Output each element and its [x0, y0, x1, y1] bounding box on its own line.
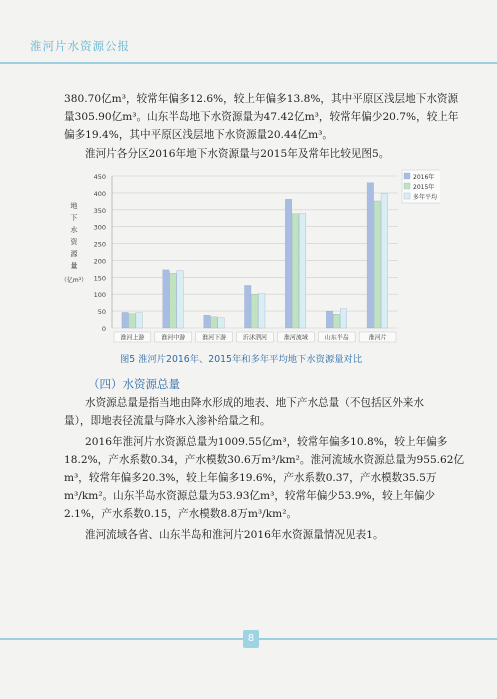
- y-tick-label: 350: [93, 206, 106, 215]
- y-tick-label: 150: [93, 274, 106, 283]
- bar: [204, 315, 211, 328]
- x-tick-label: 淮河中游: [161, 334, 186, 342]
- page-number: 8: [243, 630, 259, 648]
- groundwater-bar-chart: [60, 168, 440, 348]
- legend-label: 2016年: [413, 174, 435, 181]
- legend-label: 多年平均: [413, 194, 438, 201]
- y-tick-label: 450: [93, 173, 106, 181]
- bar: [129, 314, 136, 328]
- paragraph-line: 淮河片各分区2016年地下水资源量与2015年及常年比较见图5。: [85, 148, 390, 160]
- bar: [245, 285, 252, 328]
- paragraph-line: 2.1%，产水系数0.15，产水模数8.8万m³/km²。: [64, 508, 298, 520]
- bar: [374, 201, 381, 328]
- bar: [326, 311, 333, 328]
- paragraph-line: 2016年淮河片水资源总量为1009.55亿m³，较常年偏多10.8%，较上年偏多: [85, 436, 448, 448]
- bar: [218, 318, 225, 328]
- paragraph-line: 偏多19.4%，其中平原区浅层地下水资源量20.44亿m³。: [64, 129, 333, 141]
- paragraph-line: 18.2%，产水系数0.34，产水模数30.6万m³/km²。淮河流域水资源总量为955.62亿: [64, 454, 465, 466]
- paragraph-line: m³，较常年偏多20.3%，较上年偏多19.6%，产水系数0.37，产水模数35.5万: [64, 472, 437, 484]
- y-axis-label-char: 源: [70, 250, 78, 258]
- legend-swatch: [404, 173, 410, 179]
- bar: [177, 271, 184, 328]
- y-axis-label-char: 资: [70, 238, 78, 246]
- bar: [259, 294, 266, 328]
- bar: [252, 294, 259, 328]
- header-rule: [0, 62, 497, 64]
- bar: [136, 313, 143, 328]
- y-tick-label: 200: [93, 257, 106, 266]
- bar: [285, 199, 292, 328]
- bar: [122, 312, 129, 328]
- paragraph-line: 淮河流域各省、山东半岛和淮河片2016年水资源量情况见表1。: [85, 529, 384, 541]
- x-tick-label: 淮河上游: [120, 334, 145, 342]
- bar: [211, 317, 218, 328]
- section-heading: （四）水资源总量: [88, 377, 180, 391]
- paragraph-line: 量），即地表径流量与降水入渗补给量之和。: [64, 415, 271, 427]
- x-tick-label: 山东半岛: [324, 334, 349, 342]
- bar: [163, 270, 170, 328]
- paragraph-line: m³/km²。山东半岛水资源总量为53.93亿m³，较常年偏少53.9%，较上年偏少: [64, 490, 436, 502]
- bar: [333, 314, 340, 328]
- bar: [340, 309, 347, 328]
- x-tick-label: 淮河片: [368, 334, 387, 342]
- y-tick-label: 300: [93, 223, 106, 232]
- x-tick-label: 沂沭泗河: [242, 334, 268, 342]
- x-tick-label: 淮河流域: [283, 334, 308, 342]
- paragraph-line: 380.70亿m³，较常年偏多12.6%，较上年偏多13.8%，其中平原区浅层地下水资源: [64, 93, 459, 105]
- legend-swatch: [404, 193, 410, 199]
- y-axis-label-char: 下: [70, 214, 78, 222]
- paragraph-line: 量305.90亿m³。山东半岛地下水资源量为47.42亿m³，较常年偏少20.7%，较上年: [64, 111, 459, 123]
- figure-caption: 图5 淮河片2016年、2015年和多年平均地下水资源量对比: [120, 354, 363, 365]
- y-tick-label: 400: [93, 189, 106, 198]
- y-axis-label-unit: （亿m³）: [60, 277, 88, 284]
- y-tick-label: 250: [93, 240, 106, 249]
- y-tick-label: 50: [97, 308, 106, 317]
- y-axis-label-char: 量: [70, 262, 78, 270]
- legend-label: 2015年: [413, 184, 435, 191]
- y-axis-label-char: 水: [70, 226, 78, 234]
- bar: [299, 213, 306, 328]
- bar: [381, 194, 388, 328]
- y-tick-label: 100: [93, 291, 106, 300]
- bar: [367, 183, 374, 328]
- bar: [292, 214, 299, 328]
- header-title: 淮河片水资源公报: [30, 39, 130, 53]
- paragraph-line: 水资源总量是指当地由降水形成的地表、地下产水总量（不包括区外来水: [85, 397, 424, 409]
- x-tick-label: 淮河下游: [202, 334, 227, 342]
- bar: [170, 273, 177, 328]
- y-tick-label: 0: [101, 325, 106, 333]
- legend-swatch: [404, 183, 410, 189]
- y-axis-label-char: 地: [70, 202, 78, 210]
